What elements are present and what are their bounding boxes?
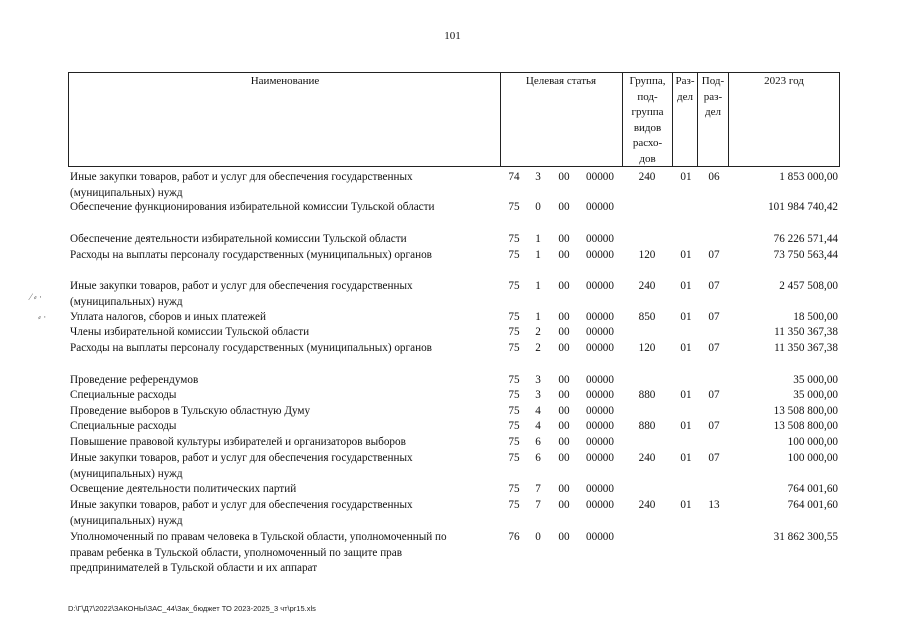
row-name-line: Члены избирательной комиссии Тульской области (70, 326, 310, 338)
row-code-part-3: 00 (558, 389, 570, 401)
row-name-line: (муниципальных) нужд (70, 514, 183, 527)
header-group-line: дов (639, 152, 656, 165)
row-amount: 35 000,00 (793, 374, 838, 386)
row-code-part-3: 00 (558, 483, 570, 495)
row-amount: 73 750 563,44 (773, 249, 838, 261)
row-code-part-2: 4 (535, 405, 541, 417)
row-code-part-4: 00000 (586, 233, 614, 245)
row-code-part-4: 00000 (586, 436, 614, 448)
header-subsection-line: дел (705, 106, 721, 118)
row-code-part-1: 75 (508, 436, 520, 448)
row-expense-group: 880 (638, 389, 656, 401)
row-subsection: 07 (708, 311, 720, 323)
row-code-part-4: 00000 (586, 201, 614, 213)
row-subsection: 13 (708, 499, 720, 511)
row-code-part-4: 00000 (586, 374, 614, 386)
row-code-part-4: 00000 (586, 420, 614, 432)
row-amount: 31 862 300,55 (773, 531, 838, 543)
row-subsection: 07 (708, 280, 720, 292)
row-name-line: Специальные расходы (70, 420, 177, 432)
row-code-part-1: 76 (508, 531, 520, 543)
row-code-part-2: 4 (535, 420, 541, 432)
row-section: 01 (680, 311, 692, 323)
row-name (70, 170, 500, 201)
row-name (70, 404, 500, 420)
row-code-part-3: 00 (558, 342, 570, 354)
row-name (70, 530, 500, 577)
row-code-part-2: 1 (535, 311, 541, 323)
row-code-part-3: 00 (558, 531, 570, 543)
row-code-part-1: 75 (508, 280, 520, 292)
row-amount: 100 000,00 (787, 436, 838, 448)
row-code-part-2: 1 (535, 233, 541, 245)
row-amount: 76 226 571,44 (773, 233, 838, 245)
file-path-footer: D:\Г\Д7\2022\ЗАКОНЫ\ЗАС_44\Зак_бюджет ТО 2023-2025_3 чт\pr15.xls (68, 604, 316, 613)
row-name-line: Уплата налогов, сборов и иных платежей (70, 311, 266, 323)
header-group-line: видов (633, 121, 662, 134)
row-amount: 18 500,00 (793, 311, 838, 323)
row-code-part-2: 2 (535, 326, 541, 338)
row-name-line: Иные закупки товаров, работ и услуг для обеспечения государственных (70, 171, 413, 183)
row-code-part-1: 75 (508, 499, 520, 511)
row-expense-group: 240 (638, 171, 656, 183)
row-code-part-4: 00000 (586, 249, 614, 261)
row-name-line: (муниципальных) нужд (70, 295, 183, 308)
row-name (70, 232, 500, 248)
row-code-part-3: 00 (558, 436, 570, 448)
header-group (623, 74, 672, 167)
row-name (70, 200, 500, 216)
row-section: 01 (680, 389, 692, 401)
row-code-part-4: 00000 (586, 311, 614, 323)
row-code-part-4: 00000 (586, 326, 614, 338)
row-code-part-4: 00000 (586, 405, 614, 417)
row-expense-group: 240 (638, 280, 656, 292)
row-code-part-1: 75 (508, 249, 520, 261)
row-section: 01 (680, 499, 692, 511)
row-name-line: Иные закупки товаров, работ и услуг для обеспечения государственных (70, 499, 413, 511)
row-code-part-3: 00 (558, 405, 570, 417)
row-section: 01 (680, 452, 692, 464)
header-section-line: дел (677, 90, 693, 103)
row-code-part-2: 3 (535, 389, 541, 401)
row-name-line: Обеспечение деятельности избирательной комиссии Тульской области (70, 233, 407, 245)
row-subsection: 06 (708, 171, 720, 183)
row-section: 01 (680, 420, 692, 432)
margin-scribble: ⁄ ⸗ · (30, 292, 42, 302)
row-amount: 764 001,60 (787, 483, 838, 495)
row-code-part-2: 2 (535, 342, 541, 354)
row-code-part-4: 00000 (586, 389, 614, 401)
header-group-line: под- (637, 90, 658, 103)
row-name (70, 498, 500, 529)
row-code-part-2: 6 (535, 436, 541, 448)
row-name-line: Проведение референдумов (70, 374, 199, 386)
row-code-part-2: 7 (535, 499, 541, 511)
row-name-line: Специальные расходы (70, 389, 177, 401)
row-code-part-3: 00 (558, 280, 570, 292)
row-name (70, 248, 500, 264)
header-name: Наименование (250, 75, 320, 87)
row-name-line: правам ребенка в Тульской области, уполномоченный по защите прав (70, 546, 403, 559)
row-amount: 13 508 800,00 (773, 405, 838, 417)
row-amount: 2 457 508,00 (779, 280, 838, 292)
row-code-part-1: 75 (508, 233, 520, 245)
row-code-part-1: 75 (508, 201, 520, 213)
row-code-part-1: 75 (508, 311, 520, 323)
row-name (70, 310, 500, 326)
row-code-part-4: 00000 (586, 531, 614, 543)
row-name (70, 419, 500, 435)
row-section: 01 (680, 342, 692, 354)
row-expense-group: 240 (638, 452, 656, 464)
header-group-line: расхо- (632, 137, 663, 149)
header-section-line: Раз- (675, 75, 695, 87)
row-code-part-4: 00000 (586, 342, 614, 354)
header-subsection-line: Под- (701, 75, 725, 87)
header-subsection (698, 74, 728, 121)
row-code-part-3: 00 (558, 233, 570, 245)
row-expense-group: 850 (638, 311, 656, 323)
row-code-part-3: 00 (558, 171, 570, 183)
row-name (70, 325, 500, 341)
row-code-part-1: 75 (508, 326, 520, 338)
row-name-line: Обеспечение функционирования избирательной комиссии Тульской области (70, 201, 435, 213)
row-amount: 13 508 800,00 (773, 420, 838, 432)
row-code-part-1: 74 (508, 171, 520, 183)
header-group-line: Группа, (629, 75, 666, 87)
header-subsection-line: раз- (703, 90, 723, 103)
margin-scribble: ⸗ · (38, 312, 47, 322)
row-subsection: 07 (708, 249, 720, 261)
row-code-part-3: 00 (558, 452, 570, 464)
row-subsection: 07 (708, 389, 720, 401)
row-name-line: Освещение деятельности политических партий (70, 483, 297, 495)
row-code-part-1: 75 (508, 389, 520, 401)
row-code-part-1: 75 (508, 342, 520, 354)
row-expense-group: 240 (638, 499, 656, 511)
row-name-line: Иные закупки товаров, работ и услуг для обеспечения государственных (70, 452, 413, 464)
row-name (70, 435, 500, 451)
row-amount: 101 984 740,42 (768, 201, 838, 213)
row-name-line: Проведение выборов в Тульскую областную Думу (70, 405, 311, 417)
row-code-part-3: 00 (558, 249, 570, 261)
row-code-part-3: 00 (558, 201, 570, 213)
page-number: 101 (444, 30, 461, 42)
row-amount: 1 853 000,00 (779, 171, 838, 183)
row-name-line: Уполномоченный по правам человека в Тульской области, уполномоченный по (70, 531, 447, 543)
row-expense-group: 880 (638, 420, 656, 432)
row-code-part-1: 75 (508, 374, 520, 386)
row-code-part-3: 00 (558, 420, 570, 432)
row-amount: 764 001,60 (787, 499, 838, 511)
row-code-part-4: 00000 (586, 483, 614, 495)
row-section: 01 (680, 280, 692, 292)
row-section: 01 (680, 171, 692, 183)
row-code-part-2: 6 (535, 452, 541, 464)
row-code-part-1: 75 (508, 483, 520, 495)
row-subsection: 07 (708, 420, 720, 432)
row-name (70, 451, 500, 482)
row-name-line: предпринимателей в Тульской области и их аппарат (70, 562, 318, 574)
row-name-line: Иные закупки товаров, работ и услуг для обеспечения государственных (70, 280, 413, 292)
row-name-line: Расходы на выплаты персоналу государственных (муниципальных) органов (70, 342, 432, 354)
row-code-part-3: 00 (558, 499, 570, 511)
row-code-part-2: 1 (535, 249, 541, 261)
row-code-part-1: 75 (508, 405, 520, 417)
row-name-line: (муниципальных) нужд (70, 186, 183, 199)
row-name-line: (муниципальных) нужд (70, 467, 183, 480)
row-code-part-2: 3 (535, 374, 541, 386)
row-code-part-4: 00000 (586, 452, 614, 464)
row-code-part-4: 00000 (586, 280, 614, 292)
row-code-part-2: 7 (535, 483, 541, 495)
row-code-part-2: 0 (535, 201, 541, 213)
row-amount: 35 000,00 (793, 389, 838, 401)
row-code-part-2: 0 (535, 531, 541, 543)
row-code-part-3: 00 (558, 311, 570, 323)
header-year: 2023 год (764, 75, 804, 87)
row-code-part-3: 00 (558, 326, 570, 338)
row-subsection: 07 (708, 452, 720, 464)
row-name (70, 279, 500, 310)
header-section (673, 74, 697, 105)
row-code-part-1: 75 (508, 420, 520, 432)
row-name-line: Повышение правовой культуры избирателей и организаторов выборов (70, 436, 406, 448)
row-section: 01 (680, 249, 692, 261)
row-expense-group: 120 (638, 249, 656, 261)
row-name (70, 373, 500, 389)
row-code-part-1: 75 (508, 452, 520, 464)
row-name (70, 388, 500, 404)
row-amount: 11 350 367,38 (774, 326, 838, 338)
row-name (70, 341, 500, 357)
header-target-article: Целевая статья (525, 75, 597, 87)
row-code-part-2: 1 (535, 280, 541, 292)
row-name (70, 482, 500, 498)
row-name-line: Расходы на выплаты персоналу государственных (муниципальных) органов (70, 249, 432, 261)
row-code-part-4: 00000 (586, 499, 614, 511)
row-amount: 100 000,00 (787, 452, 838, 464)
row-amount: 11 350 367,38 (774, 342, 838, 354)
header-group-line: группа (631, 106, 664, 118)
row-code-part-2: 3 (535, 171, 541, 183)
row-expense-group: 120 (638, 342, 656, 354)
row-code-part-4: 00000 (586, 171, 614, 183)
row-subsection: 07 (708, 342, 720, 354)
row-code-part-3: 00 (558, 374, 570, 386)
